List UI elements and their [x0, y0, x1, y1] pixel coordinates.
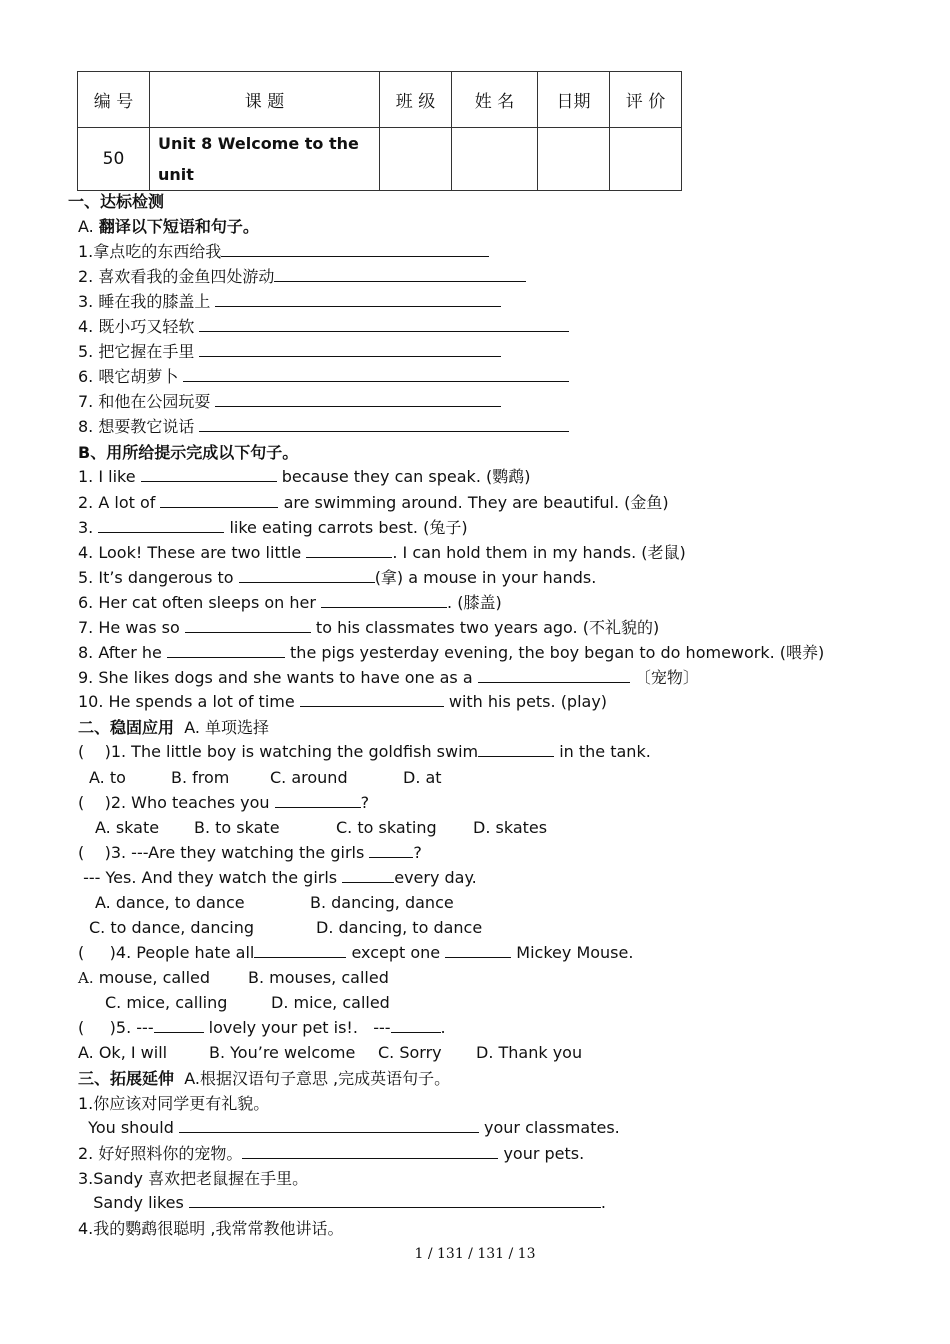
- lesson-number: 50: [78, 128, 150, 191]
- grade-cell: [610, 128, 682, 191]
- translation-cn: 3.Sandy 喜欢把老鼠握在手里。: [78, 1169, 309, 1188]
- header-cell-grade: 评 价: [610, 72, 682, 128]
- mc-option: B. from: [171, 768, 230, 787]
- fill-item: 9. She likes dogs and she wants to have one as a 〔宠物〕: [78, 668, 699, 687]
- mc-option: B. to skate: [194, 818, 280, 837]
- lesson-title: Unit 8 Welcome to the unit: [150, 128, 380, 191]
- mc-option: D. at: [403, 768, 442, 787]
- fill-item: 4. Look! These are two little . I can hold them in my hands. (老鼠): [78, 543, 686, 562]
- header-cell-number: 编 号: [78, 72, 150, 128]
- mc-option: C. around: [270, 768, 348, 787]
- mc-option: B. mouses, called: [248, 968, 389, 987]
- section-2-heading: 二、稳固应用 A. 单项选择: [78, 718, 270, 737]
- header-cell-topic: 课 题: [150, 72, 380, 128]
- mc-question: ( )2. Who teaches you ?: [78, 793, 370, 812]
- header-cell-class: 班 级: [380, 72, 452, 128]
- class-cell: [380, 128, 452, 191]
- translate-item: 5. 把它握在手里: [78, 341, 501, 363]
- part-b-heading: B、用所给提示完成以下句子。: [78, 443, 299, 462]
- translate-item: 4. 既小巧又轻软: [78, 316, 569, 338]
- mc-option: B. dancing, dance: [310, 893, 454, 912]
- mc-option: B. You’re welcome: [209, 1043, 356, 1062]
- fill-item: 7. He was so to his classmates two years ago. (不礼貌的): [78, 618, 660, 637]
- mc-option: C. mice, calling: [105, 993, 228, 1012]
- name-cell: [452, 128, 538, 191]
- translation-cn: 4.我的鹦鹉很聪明 ,我常常教他讲话。: [78, 1219, 344, 1238]
- translate-item: 7. 和他在公园玩耍: [78, 391, 501, 413]
- mc-option: D. Thank you: [476, 1043, 583, 1062]
- translate-item: 8. 想要教它说话: [78, 416, 569, 438]
- mc-option: A. mouse, called: [78, 968, 211, 987]
- mc-option: D. mice, called: [271, 993, 390, 1012]
- fill-item: 3. like eating carrots best. (兔子): [78, 518, 468, 537]
- mc-question: ( )1. The little boy is watching the goldfish swim in the tank.: [78, 742, 651, 761]
- mc-question: ( )3. ---Are they watching the girls ?: [78, 843, 422, 862]
- mc-option: D. dancing, to dance: [316, 918, 483, 937]
- mc-option: A. skate: [95, 818, 160, 837]
- header-cell-date: 日期: [538, 72, 610, 128]
- header-cell-name: 姓 名: [452, 72, 538, 128]
- translation-item: 2. 好好照料你的宠物。 your pets.: [78, 1144, 585, 1163]
- translate-item: 3. 睡在我的膝盖上: [78, 291, 501, 313]
- fill-item: 1. I like because they can speak. (鹦鹉): [78, 467, 531, 486]
- mc-option: A. to: [89, 768, 126, 787]
- fill-item: 10. He spends a lot of time with his pets. (play): [78, 692, 608, 711]
- mc-option: A. Ok, I will: [78, 1043, 168, 1062]
- translate-item: 6. 喂它胡萝卜: [78, 366, 569, 388]
- mc-option: C. to skating: [336, 818, 437, 837]
- translate-item: 2. 喜欢看我的金鱼四处游动: [78, 266, 526, 288]
- mc-question: ( )4. People hate all except one Mickey Mouse.: [78, 943, 634, 962]
- translate-item: 1.拿点吃的东西给我: [78, 241, 489, 263]
- fill-item: 6. Her cat often sleeps on her . (膝盖): [78, 593, 502, 612]
- translation-en: You should your classmates.: [78, 1118, 620, 1137]
- mc-option: D. skates: [473, 818, 548, 837]
- translation-en: Sandy likes .: [78, 1193, 607, 1212]
- mc-option: C. Sorry: [378, 1043, 442, 1062]
- section-1-heading: 一、达标检测: [68, 192, 165, 211]
- mc-option: A. dance, to dance: [95, 893, 245, 912]
- mc-option: C. to dance, dancing: [89, 918, 255, 937]
- header-table: [77, 71, 682, 191]
- fill-item: 8. After he the pigs yesterday evening, the boy began to do homework. (喂养): [78, 643, 825, 662]
- date-cell: [538, 128, 610, 191]
- part-a-heading: A. 翻译以下短语和句子。: [78, 217, 259, 236]
- section-3-heading: 三、拓展延伸 A.根据汉语句子意思 ,完成英语句子。: [78, 1069, 451, 1088]
- translation-cn: 1.你应该对同学更有礼貌。: [78, 1094, 270, 1113]
- mc-question-line2: --- Yes. And they watch the girls every day.: [78, 868, 477, 887]
- page-footer: 1 / 131 / 131 / 13: [414, 1246, 536, 1262]
- fill-item: 5. It’s dangerous to (拿) a mouse in your hands.: [78, 568, 597, 587]
- fill-item: 2. A lot of are swimming around. They are beautiful. (金鱼): [78, 493, 669, 512]
- mc-question: ( )5. --- lovely your pet is!. --- .: [78, 1018, 446, 1037]
